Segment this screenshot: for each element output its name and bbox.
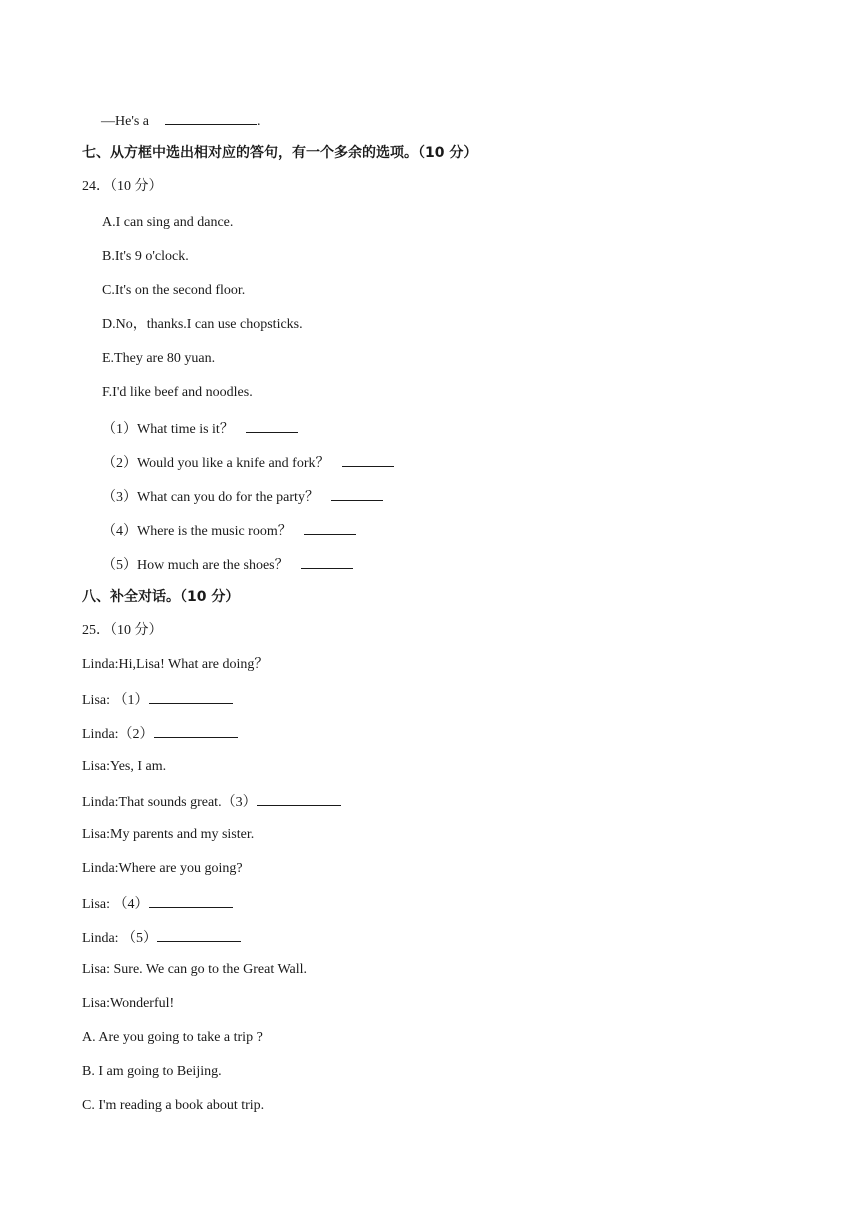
- question24-number: 24．（10 分）: [82, 179, 163, 194]
- answer-blank[interactable]: [165, 110, 257, 125]
- choice-b: B. I am going to Beijing.: [82, 1064, 222, 1079]
- answer-blank[interactable]: [257, 791, 341, 806]
- option-e: E.They are 80 yuan.: [102, 351, 216, 366]
- prev-answer-end: .: [257, 114, 261, 129]
- answer-blank[interactable]: [149, 893, 233, 908]
- dialogue-text: Linda:（2）: [82, 727, 154, 742]
- question-text: （2）Would you like a knife and fork？: [102, 456, 330, 471]
- dialogue-line-9: [82, 927, 241, 949]
- answer-blank[interactable]: [154, 723, 238, 738]
- dialogue-line-7: Linda:Where are you going?: [82, 861, 243, 876]
- answer-blank[interactable]: [342, 452, 394, 467]
- dialogue-line-1: Linda:Hi,Lisa! What are doing？: [82, 657, 269, 672]
- choice-a: A. Are you going to take a trip ?: [82, 1030, 263, 1045]
- answer-blank[interactable]: [304, 520, 356, 535]
- dialogue-line-10: Lisa: Sure. We can go to the Great Wall.: [82, 962, 308, 977]
- dialogue-line-11: Lisa:Wonderful!: [82, 996, 175, 1011]
- question-item-5: [102, 554, 353, 576]
- dialogue-line-4: Lisa:Yes, I am.: [82, 759, 167, 774]
- dialogue-text: Linda:That sounds great.（3）: [82, 795, 257, 810]
- option-a: A.I can sing and dance.: [102, 215, 234, 230]
- dialogue-text: Linda: （5）: [82, 931, 158, 946]
- option-b: B.It's 9 o'clock.: [102, 249, 189, 264]
- choice-c: C. I'm reading a book about trip.: [82, 1098, 265, 1113]
- option-c: C.It's on the second floor.: [102, 283, 246, 298]
- dialogue-line-6: Lisa:My parents and my sister.: [82, 827, 255, 842]
- question-text: （1）What time is it？: [102, 422, 234, 437]
- prev-answer-text: —He's a: [101, 114, 150, 129]
- question-item-2: [102, 452, 394, 474]
- question-item-4: [102, 520, 356, 542]
- answer-blank[interactable]: [246, 418, 298, 433]
- option-d: D.No，thanks.I can use chopsticks.: [102, 317, 303, 332]
- dialogue-line-2: [82, 689, 233, 711]
- question25-number: 25．（10 分）: [82, 623, 163, 638]
- section7-heading: 七、从方框中选出相对应的答句，有一个多余的选项。（10 分）: [82, 145, 478, 161]
- option-f: F.I'd like beef and noodles.: [102, 385, 253, 400]
- answer-blank[interactable]: [301, 554, 353, 569]
- dialogue-line-3: [82, 723, 238, 745]
- prev-answer-line: [101, 110, 261, 132]
- dialogue-line-8: [82, 893, 233, 915]
- answer-blank[interactable]: [157, 927, 241, 942]
- section8-heading: 八、补全对话。（10 分）: [82, 589, 240, 605]
- question-text: （4）Where is the music room？: [102, 524, 292, 539]
- question-text: （3）What can you do for the party？: [102, 490, 319, 505]
- dialogue-text: Lisa: （4）: [82, 897, 149, 912]
- answer-blank[interactable]: [149, 689, 233, 704]
- dialogue-line-5: [82, 791, 341, 813]
- dialogue-text: Lisa: （1）: [82, 693, 149, 708]
- question-item-1: [102, 418, 298, 440]
- question-item-3: [102, 486, 383, 508]
- answer-blank[interactable]: [331, 486, 383, 501]
- question-text: （5）How much are the shoes？: [102, 558, 289, 573]
